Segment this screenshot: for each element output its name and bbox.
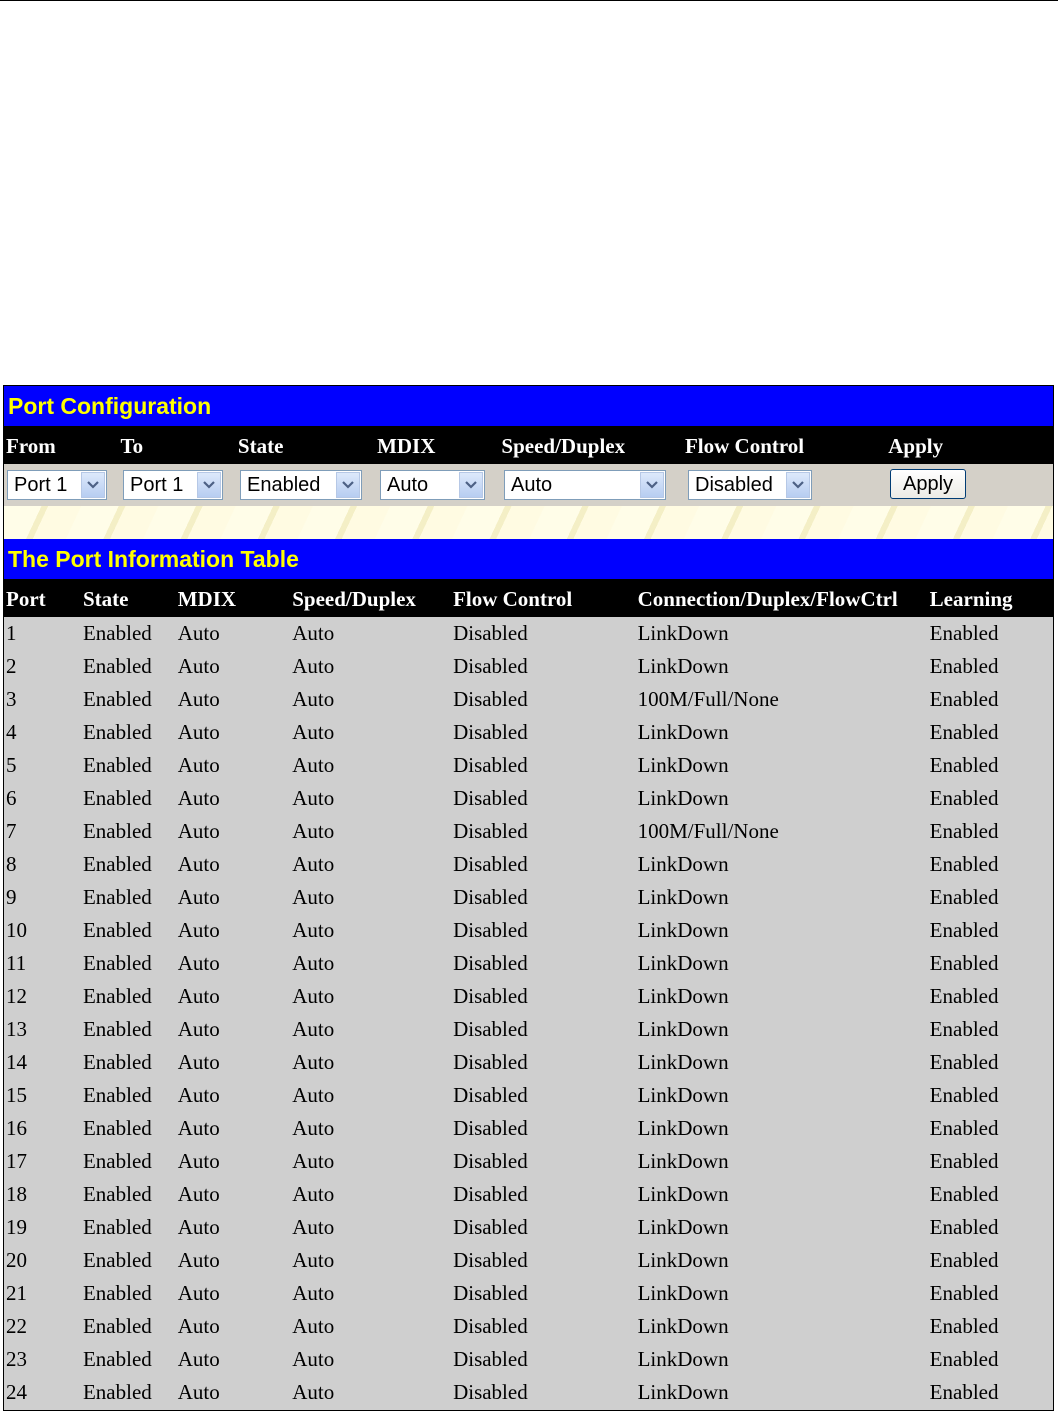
- speed-duplex-value: Auto: [511, 474, 553, 496]
- cell-state: Enabled: [82, 786, 152, 810]
- cell-mdix: Auto: [177, 720, 220, 744]
- cell-flow-control: Disabled: [453, 1149, 528, 1173]
- header-flow-control: Flow Control: [453, 587, 573, 611]
- chevron-down-icon: [197, 472, 221, 498]
- cell-speed-duplex: Auto: [292, 984, 335, 1008]
- cell-speed-duplex: Auto: [292, 1149, 335, 1173]
- cell-speed-duplex: Auto: [292, 885, 335, 909]
- cell-connection: LinkDown: [637, 984, 729, 1008]
- cell-connection: LinkDown: [637, 951, 729, 975]
- table-row: [4, 914, 1053, 947]
- top-divider: [0, 0, 1058, 1]
- header-state: State: [82, 587, 129, 611]
- port-configuration-title: Port Configuration: [4, 386, 1053, 426]
- config-header-row: [4, 426, 1053, 464]
- cell-speed-duplex: Auto: [292, 1314, 335, 1338]
- cell-speed-duplex: Auto: [292, 654, 335, 678]
- info-table-body: [4, 617, 1053, 1409]
- cell-state: Enabled: [82, 687, 152, 711]
- table-row: [4, 881, 1053, 914]
- cell-connection: LinkDown: [637, 720, 729, 744]
- cell-port: 15: [6, 1083, 27, 1107]
- cell-connection: LinkDown: [637, 1182, 729, 1206]
- table-row: [4, 980, 1053, 1013]
- cell-speed-duplex: Auto: [292, 1050, 335, 1074]
- cell-speed-duplex: Auto: [292, 819, 335, 843]
- cell-state: Enabled: [82, 819, 152, 843]
- chevron-down-icon: [336, 472, 360, 498]
- cell-learning: Enabled: [929, 786, 999, 810]
- cell-learning: Enabled: [929, 1281, 999, 1305]
- table-row: [4, 1376, 1053, 1409]
- cell-flow-control: Disabled: [453, 1017, 528, 1041]
- cell-mdix: Auto: [177, 1149, 220, 1173]
- cell-connection: LinkDown: [637, 786, 729, 810]
- config-header-from: From: [6, 434, 56, 458]
- chevron-down-icon: [81, 472, 105, 498]
- cell-mdix: Auto: [177, 852, 220, 876]
- cell-speed-duplex: Auto: [292, 951, 335, 975]
- cell-flow-control: Disabled: [453, 984, 528, 1008]
- decorative-band: [4, 506, 1053, 539]
- cell-mdix: Auto: [177, 1281, 220, 1305]
- table-row: [4, 1145, 1053, 1178]
- cell-port: 9: [6, 885, 17, 909]
- state-value: Enabled: [247, 474, 321, 496]
- cell-mdix: Auto: [177, 687, 220, 711]
- cell-mdix: Auto: [177, 918, 220, 942]
- cell-flow-control: Disabled: [453, 1116, 528, 1140]
- cell-learning: Enabled: [929, 1314, 999, 1338]
- table-row: [4, 1079, 1053, 1112]
- cell-speed-duplex: Auto: [292, 1347, 335, 1371]
- cell-learning: Enabled: [929, 1248, 999, 1272]
- table-row: [4, 815, 1053, 848]
- cell-mdix: Auto: [177, 1083, 220, 1107]
- cell-flow-control: Disabled: [453, 621, 528, 645]
- cell-state: Enabled: [82, 1380, 152, 1404]
- cell-learning: Enabled: [929, 1083, 999, 1107]
- cell-state: Enabled: [82, 984, 152, 1008]
- cell-state: Enabled: [82, 1182, 152, 1206]
- cell-mdix: Auto: [177, 885, 220, 909]
- cell-speed-duplex: Auto: [292, 1083, 335, 1107]
- table-row: [4, 683, 1053, 716]
- cell-mdix: Auto: [177, 951, 220, 975]
- cell-state: Enabled: [82, 1215, 152, 1239]
- cell-port: 5: [6, 753, 17, 777]
- table-row: [4, 1046, 1053, 1079]
- flow-control-select[interactable]: [688, 470, 812, 500]
- cell-speed-duplex: Auto: [292, 1017, 335, 1041]
- cell-flow-control: Disabled: [453, 951, 528, 975]
- cell-learning: Enabled: [929, 1380, 999, 1404]
- cell-state: Enabled: [82, 885, 152, 909]
- cell-port: 7: [6, 819, 17, 843]
- speed-duplex-cell: [498, 464, 682, 506]
- cell-port: 22: [6, 1314, 27, 1338]
- cell-port: 8: [6, 852, 17, 876]
- cell-speed-duplex: Auto: [292, 720, 335, 744]
- cell-learning: Enabled: [929, 720, 999, 744]
- table-row: [4, 1343, 1053, 1376]
- cell-mdix: Auto: [177, 1017, 220, 1041]
- config-header-mdix: MDIX: [377, 434, 436, 458]
- cell-learning: Enabled: [929, 951, 999, 975]
- cell-flow-control: Disabled: [453, 1215, 528, 1239]
- cell-speed-duplex: Auto: [292, 1116, 335, 1140]
- cell-learning: Enabled: [929, 753, 999, 777]
- cell-state: Enabled: [82, 1149, 152, 1173]
- state-select[interactable]: [240, 470, 362, 500]
- cell-learning: Enabled: [929, 984, 999, 1008]
- flow-control-value: Disabled: [695, 474, 773, 496]
- table-row: [4, 947, 1053, 980]
- table-row: [4, 1310, 1053, 1343]
- cell-flow-control: Disabled: [453, 1050, 528, 1074]
- cell-connection: LinkDown: [637, 1116, 729, 1140]
- cell-flow-control: Disabled: [453, 687, 528, 711]
- table-row: [4, 716, 1053, 749]
- cell-learning: Enabled: [929, 621, 999, 645]
- chevron-down-icon: [459, 472, 483, 498]
- config-header-state: State: [237, 434, 284, 458]
- cell-flow-control: Disabled: [453, 654, 528, 678]
- cell-connection: LinkDown: [637, 1281, 729, 1305]
- apply-cell: [886, 464, 1053, 506]
- config-header-apply: Apply: [888, 434, 944, 458]
- cell-state: Enabled: [82, 1347, 152, 1371]
- cell-connection: LinkDown: [637, 1380, 729, 1404]
- cell-learning: Enabled: [929, 654, 999, 678]
- cell-connection: LinkDown: [637, 753, 729, 777]
- cell-state: Enabled: [82, 918, 152, 942]
- cell-connection: LinkDown: [637, 1017, 729, 1041]
- cell-mdix: Auto: [177, 621, 220, 645]
- cell-speed-duplex: Auto: [292, 753, 335, 777]
- cell-state: Enabled: [82, 1116, 152, 1140]
- cell-flow-control: Disabled: [453, 1083, 528, 1107]
- cell-connection: LinkDown: [637, 918, 729, 942]
- cell-state: Enabled: [82, 1248, 152, 1272]
- cell-learning: Enabled: [929, 1182, 999, 1206]
- cell-flow-control: Disabled: [453, 918, 528, 942]
- cell-speed-duplex: Auto: [292, 1281, 335, 1305]
- cell-learning: Enabled: [929, 885, 999, 909]
- cell-flow-control: Disabled: [453, 753, 528, 777]
- cell-speed-duplex: Auto: [292, 852, 335, 876]
- cell-speed-duplex: Auto: [292, 918, 335, 942]
- cell-mdix: Auto: [177, 753, 220, 777]
- flow-control-cell: [682, 464, 886, 506]
- cell-state: Enabled: [82, 852, 152, 876]
- cell-port: 10: [6, 918, 27, 942]
- to-port-value: Port 1: [130, 474, 184, 496]
- cell-learning: Enabled: [929, 1116, 999, 1140]
- table-row: [4, 848, 1053, 881]
- cell-mdix: Auto: [177, 1314, 220, 1338]
- apply-button[interactable]: Apply: [890, 469, 966, 499]
- cell-mdix: Auto: [177, 1050, 220, 1074]
- table-row: [4, 650, 1053, 683]
- cell-connection: LinkDown: [637, 852, 729, 876]
- config-header-speed-duplex: Speed/Duplex: [501, 434, 626, 458]
- from-cell: [4, 464, 118, 506]
- cell-port: 18: [6, 1182, 27, 1206]
- cell-connection: 100M/Full/None: [637, 819, 779, 843]
- config-controls-row: [4, 464, 1053, 506]
- cell-speed-duplex: Auto: [292, 1215, 335, 1239]
- cell-port: 6: [6, 786, 17, 810]
- header-learning: Learning: [929, 587, 1013, 611]
- cell-mdix: Auto: [177, 1347, 220, 1371]
- cell-state: Enabled: [82, 951, 152, 975]
- table-row: [4, 1178, 1053, 1211]
- cell-state: Enabled: [82, 1017, 152, 1041]
- cell-speed-duplex: Auto: [292, 1248, 335, 1272]
- table-row: [4, 1244, 1053, 1277]
- cell-mdix: Auto: [177, 786, 220, 810]
- cell-mdix: Auto: [177, 654, 220, 678]
- cell-port: 1: [6, 621, 17, 645]
- to-port-select[interactable]: [123, 470, 223, 500]
- cell-port: 20: [6, 1248, 27, 1272]
- cell-learning: Enabled: [929, 687, 999, 711]
- cell-port: 2: [6, 654, 17, 678]
- to-cell: [118, 464, 235, 506]
- cell-mdix: Auto: [177, 1116, 220, 1140]
- cell-learning: Enabled: [929, 918, 999, 942]
- cell-speed-duplex: Auto: [292, 621, 335, 645]
- mdix-select[interactable]: [380, 470, 485, 500]
- table-row: [4, 1013, 1053, 1046]
- cell-connection: LinkDown: [637, 885, 729, 909]
- cell-mdix: Auto: [177, 1248, 220, 1272]
- speed-duplex-select[interactable]: [504, 470, 666, 500]
- cell-flow-control: Disabled: [453, 1248, 528, 1272]
- cell-flow-control: Disabled: [453, 1281, 528, 1305]
- cell-flow-control: Disabled: [453, 720, 528, 744]
- cell-port: 13: [6, 1017, 27, 1041]
- cell-flow-control: Disabled: [453, 1182, 528, 1206]
- table-row: [4, 1112, 1053, 1145]
- mdix-cell: [374, 464, 498, 506]
- from-port-value: Port 1: [14, 474, 68, 496]
- cell-port: 19: [6, 1215, 27, 1239]
- cell-state: Enabled: [82, 1083, 152, 1107]
- cell-learning: Enabled: [929, 1347, 999, 1371]
- cell-learning: Enabled: [929, 1215, 999, 1239]
- info-table-header: [4, 579, 1053, 617]
- cell-state: Enabled: [82, 1050, 152, 1074]
- config-header-to: To: [120, 434, 144, 458]
- header-mdix: MDIX: [177, 587, 237, 611]
- cell-connection: 100M/Full/None: [637, 687, 779, 711]
- table-row: [4, 749, 1053, 782]
- cell-port: 12: [6, 984, 27, 1008]
- cell-speed-duplex: Auto: [292, 786, 335, 810]
- table-row: [4, 782, 1053, 815]
- header-speed-duplex: Speed/Duplex: [292, 587, 416, 611]
- cell-state: Enabled: [82, 621, 152, 645]
- cell-mdix: Auto: [177, 984, 220, 1008]
- config-header-flow-control: Flow Control: [684, 434, 805, 458]
- cell-state: Enabled: [82, 654, 152, 678]
- cell-mdix: Auto: [177, 1380, 220, 1404]
- cell-port: 21: [6, 1281, 27, 1305]
- cell-port: 4: [6, 720, 17, 744]
- cell-connection: LinkDown: [637, 1314, 729, 1338]
- cell-speed-duplex: Auto: [292, 687, 335, 711]
- cell-port: 14: [6, 1050, 27, 1074]
- cell-learning: Enabled: [929, 819, 999, 843]
- cell-mdix: Auto: [177, 1215, 220, 1239]
- cell-mdix: Auto: [177, 819, 220, 843]
- cell-port: 17: [6, 1149, 27, 1173]
- state-cell: [235, 464, 374, 506]
- cell-flow-control: Disabled: [453, 885, 528, 909]
- cell-port: 24: [6, 1380, 27, 1404]
- chevron-down-icon: [786, 472, 810, 498]
- from-port-select[interactable]: [7, 470, 107, 500]
- cell-speed-duplex: Auto: [292, 1182, 335, 1206]
- cell-flow-control: Disabled: [453, 819, 528, 843]
- cell-state: Enabled: [82, 753, 152, 777]
- cell-flow-control: Disabled: [453, 852, 528, 876]
- cell-state: Enabled: [82, 1314, 152, 1338]
- cell-flow-control: Disabled: [453, 1314, 528, 1338]
- cell-state: Enabled: [82, 1281, 152, 1305]
- cell-flow-control: Disabled: [453, 1380, 528, 1404]
- header-port: Port: [6, 587, 46, 611]
- cell-speed-duplex: Auto: [292, 1380, 335, 1404]
- cell-learning: Enabled: [929, 1050, 999, 1074]
- cell-connection: LinkDown: [637, 1149, 729, 1173]
- port-settings-panel: [3, 385, 1054, 1411]
- port-information-table-title: The Port Information Table: [4, 539, 1053, 579]
- cell-port: 3: [6, 687, 17, 711]
- cell-port: 11: [6, 951, 27, 975]
- cell-learning: Enabled: [929, 1017, 999, 1041]
- cell-port: 16: [6, 1116, 27, 1140]
- cell-connection: LinkDown: [637, 1248, 729, 1272]
- cell-connection: LinkDown: [637, 1215, 729, 1239]
- cell-flow-control: Disabled: [453, 1347, 528, 1371]
- cell-connection: LinkDown: [637, 1050, 729, 1074]
- table-row: [4, 1277, 1053, 1310]
- cell-flow-control: Disabled: [453, 786, 528, 810]
- mdix-value: Auto: [387, 474, 429, 496]
- cell-connection: LinkDown: [637, 621, 729, 645]
- cell-learning: Enabled: [929, 852, 999, 876]
- cell-connection: LinkDown: [637, 1083, 729, 1107]
- table-row: [4, 1211, 1053, 1244]
- header-connection: Connection/Duplex/FlowCtrl: [637, 587, 898, 611]
- chevron-down-icon: [640, 472, 664, 498]
- cell-mdix: Auto: [177, 1182, 220, 1206]
- table-row: [4, 617, 1053, 650]
- cell-port: 23: [6, 1347, 27, 1371]
- cell-state: Enabled: [82, 720, 152, 744]
- cell-learning: Enabled: [929, 1149, 999, 1173]
- cell-connection: LinkDown: [637, 654, 729, 678]
- cell-connection: LinkDown: [637, 1347, 729, 1371]
